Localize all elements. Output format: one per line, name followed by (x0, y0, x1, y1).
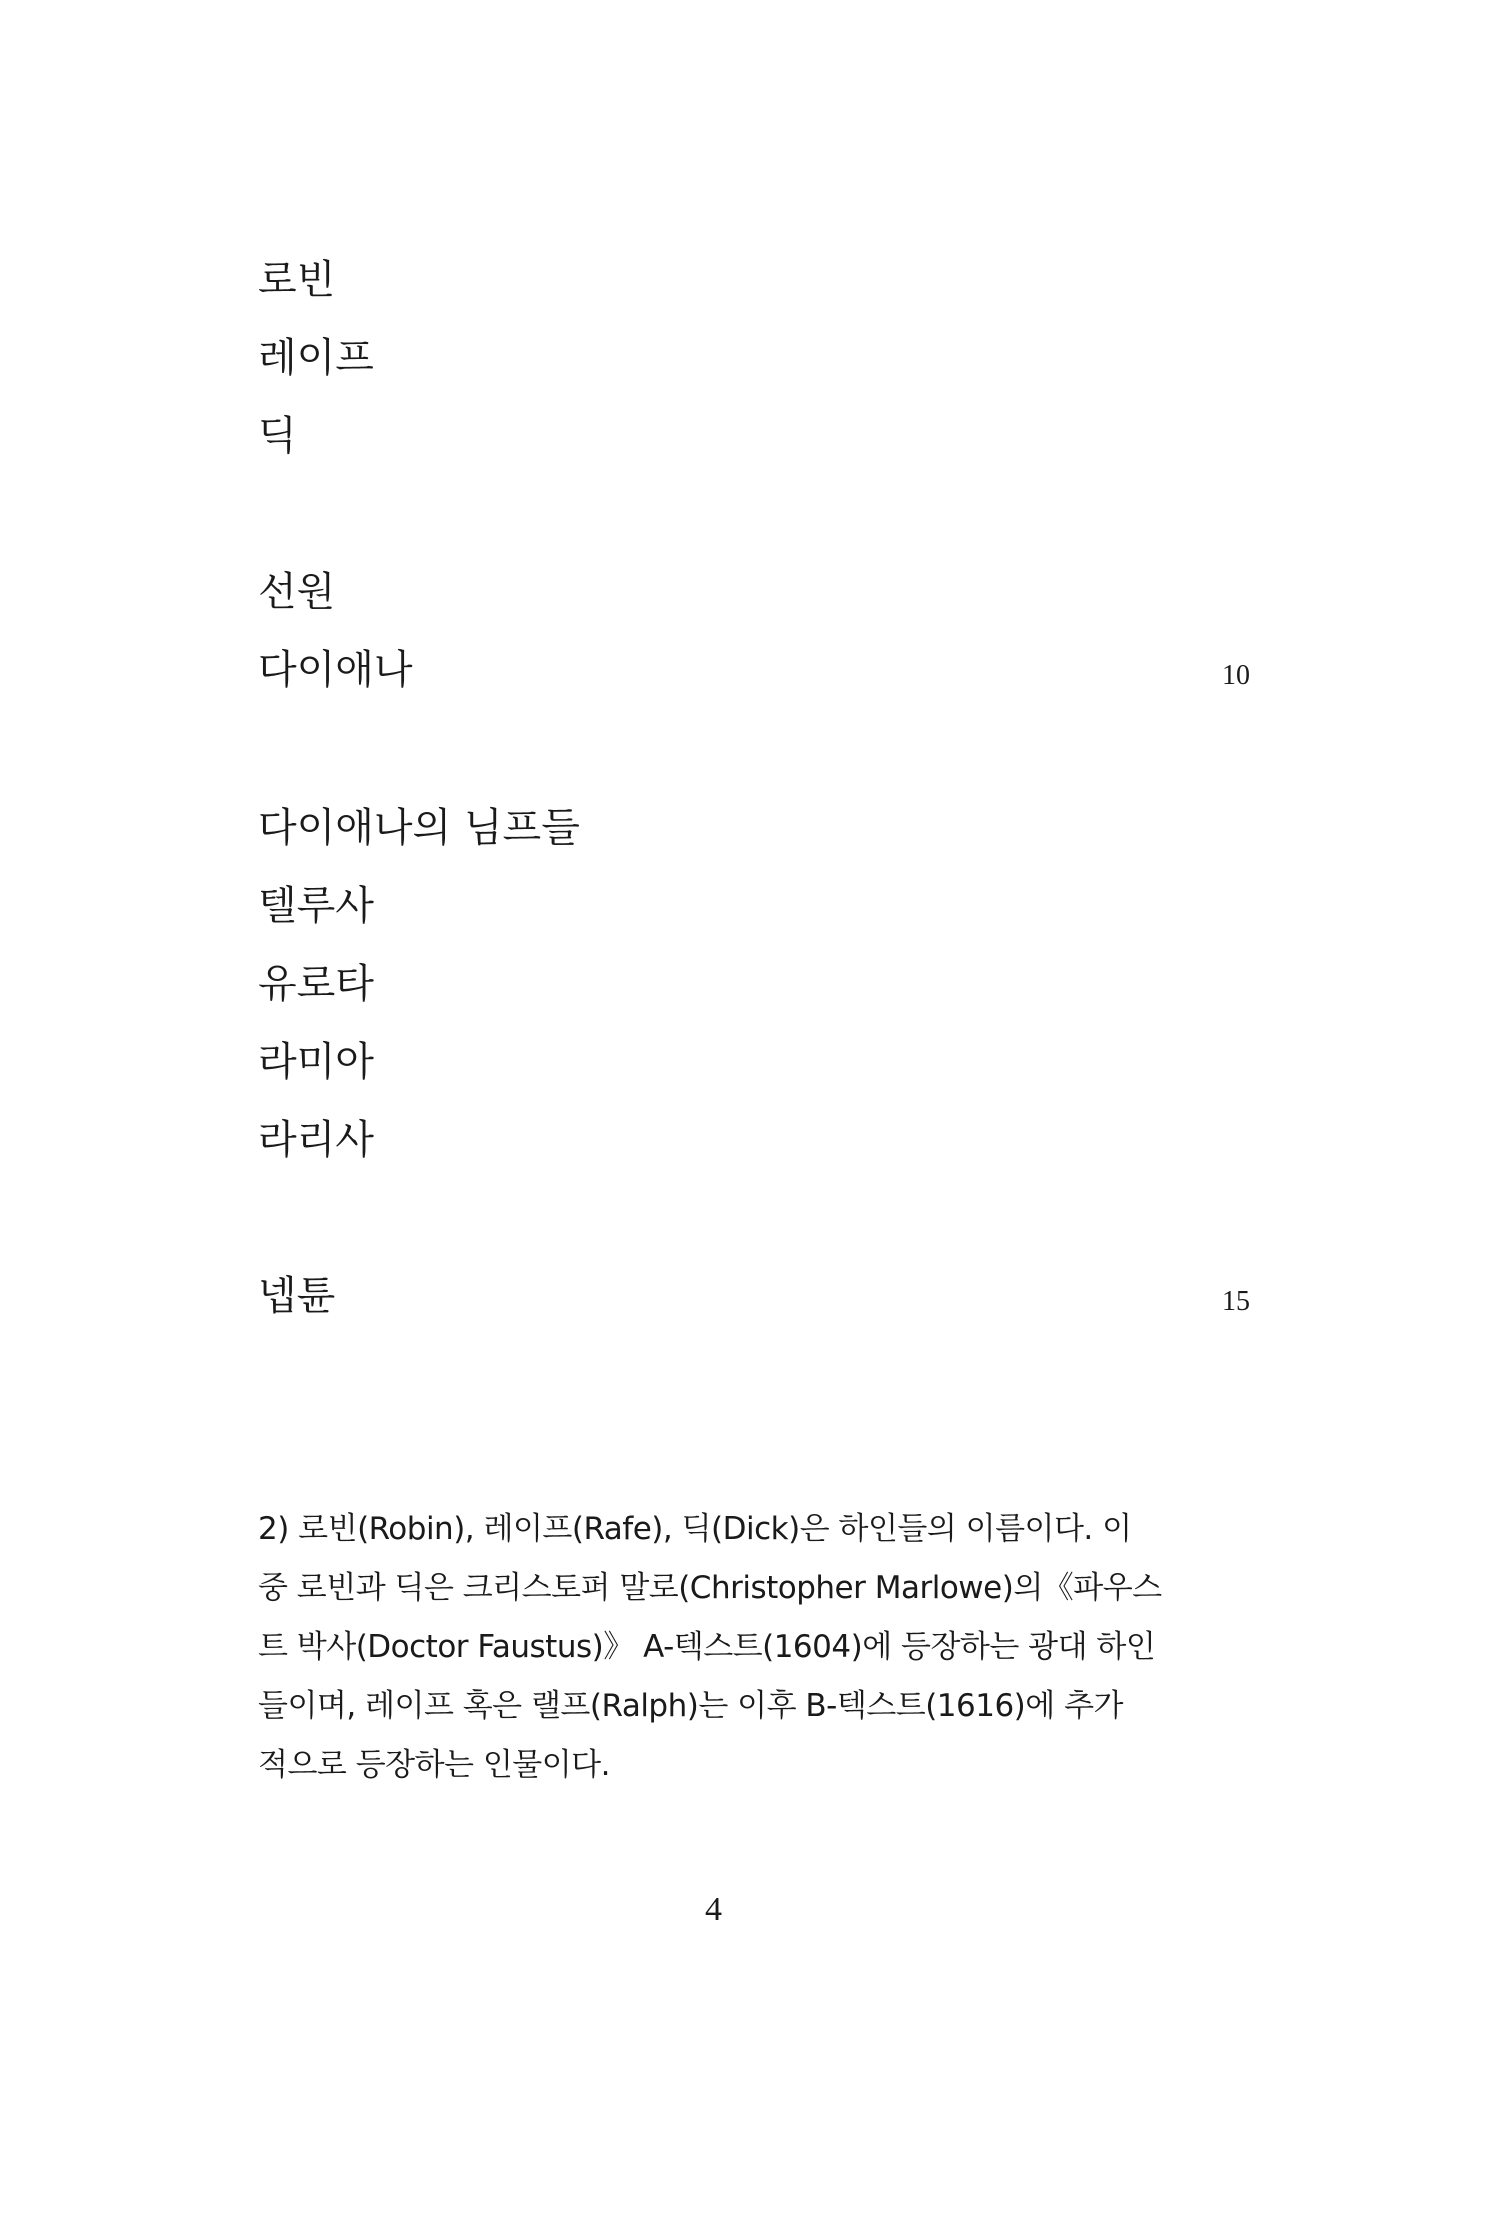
cast-name-neptune: 넵튠 (258, 1273, 336, 1319)
line-number-10: 10 (1222, 660, 1250, 691)
cast-name-rafe: 레이프 (258, 335, 374, 381)
cast-name-larissa: 라리사 (258, 1117, 374, 1163)
nymphs-group-heading: 다이애나의 님프들 (258, 805, 580, 851)
footnote (258, 1500, 1258, 1795)
footnote-line: 중 로빈과 딕은 크리스토퍼 말로(Christopher Marlowe)의《파우스 (258, 1570, 1162, 1606)
footnote-line: 들이며, 레이프 혹은 랠프(Ralph)는 이후 B-텍스트(1616)에 추가 (258, 1688, 1123, 1724)
cast-name-dick: 딕 (258, 413, 297, 459)
cast-name-robin: 로빈 (258, 257, 336, 303)
cast-name-eurota: 유로타 (258, 961, 374, 1007)
footnote-line: 2) 로빈(Robin), 레이프(Rafe), 딕(Dick)은 하인들의 이름이다. 이 (258, 1511, 1132, 1547)
cast-name-telusa: 텔루사 (258, 883, 374, 929)
footnote-line: 트 박사(Doctor Faustus)》 A-텍스트(1604)에 등장하는 광대 하인 (258, 1629, 1156, 1665)
cast-name-sailor: 선원 (258, 569, 336, 615)
cast-name-diana: 다이애나 (258, 647, 413, 693)
page-number: 4 (705, 1891, 722, 1928)
footnote-line: 적으로 등장하는 인물이다. (258, 1747, 610, 1783)
cast-name-ramia: 라미아 (258, 1039, 374, 1085)
line-number-15: 15 (1222, 1286, 1250, 1317)
